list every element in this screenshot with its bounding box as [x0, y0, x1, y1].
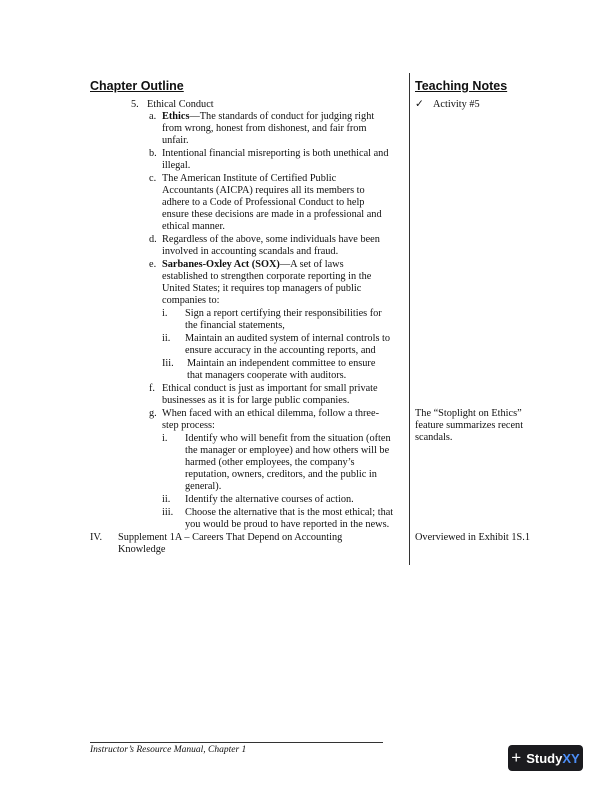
- sox-sub-line: that managers cooperate with auditors.: [187, 370, 347, 381]
- outline-item-c-line-3: ensure these decisions are made in a professional and: [162, 209, 382, 220]
- sox-sub-line: Sign a report certifying their responsibilities for: [185, 308, 382, 319]
- ethics-step-number: i.: [162, 433, 168, 444]
- outline-item-e-line-0: Sarbanes-Oxley Act (SOX)—A set of laws: [162, 259, 344, 270]
- stoplight-note-line: The “Stoplight on Ethics”: [415, 408, 522, 419]
- sox-sub-number: i.: [162, 308, 168, 319]
- sox-sub-line: ensure accuracy in the accounting reports, and: [185, 345, 376, 356]
- outline-label-f: f.: [149, 383, 156, 394]
- outline-label-b: b.: [149, 148, 157, 159]
- outline-item-iv-line-1: Knowledge: [118, 544, 166, 555]
- ethics-step-line: general).: [185, 481, 222, 492]
- outline-item-d-line-1: involved in accounting scandals and fraud.: [162, 246, 339, 257]
- outline-item-d-line-0: Regardless of the above, some individuals have been: [162, 234, 380, 245]
- outline-label-e: e.: [149, 259, 157, 270]
- outline-label-c: c.: [149, 173, 157, 184]
- sox-sub-number: ii.: [162, 333, 171, 344]
- outline-item-a-line-1: from wrong, honest from dishonest, and fair from: [162, 123, 367, 134]
- ethics-step-line: the manager or employee) and how others will be: [185, 445, 390, 456]
- activity-note: Activity #5: [433, 99, 480, 110]
- outline-number-iv: IV.: [90, 532, 103, 543]
- outline-item-f-line-1: businesses as it is for large public companies.: [162, 395, 350, 406]
- stoplight-note-line: feature summarizes recent: [415, 420, 524, 431]
- ethics-step-line: Choose the alternative that is the most ethical; that: [185, 507, 394, 518]
- chapter-outline-header: Chapter Outline: [90, 79, 184, 93]
- outline-label-a: a.: [149, 111, 157, 122]
- ethics-step-line: harmed (other employees, the company’s: [185, 457, 355, 468]
- outline-item-e-line-3: companies to:: [162, 295, 220, 306]
- footer-text: Instructor’s Resource Manual, Chapter 1: [90, 745, 247, 755]
- ethics-step-number: iii.: [162, 507, 174, 518]
- outline-item-c-line-1: Accountants (AICPA) requires all its members to: [162, 185, 365, 196]
- outline-item-c-line-2: adhere to a Code of Professional Conduct to help: [162, 197, 365, 208]
- outline-number-5: 5.: [131, 99, 139, 110]
- sox-sub-line: the financial statements,: [185, 320, 285, 331]
- sox-term: Sarbanes-Oxley Act (SOX): [162, 259, 280, 270]
- outline-item-g-line-1: step process:: [162, 420, 215, 431]
- ethics-step-line: Identify the alternative courses of action.: [185, 494, 354, 505]
- outline-item-e-line-2: United States; it requires top managers of public: [162, 283, 362, 294]
- column-divider: [409, 73, 410, 565]
- logo-accent-text: XY: [562, 750, 580, 766]
- sox-sub-line: Maintain an independent committee to ensure: [187, 358, 376, 369]
- ethics-step-line: Identify who will benefit from the situation (often: [185, 433, 391, 444]
- outline-item-5: Ethical Conduct: [147, 99, 214, 110]
- outline-item-a-line-2: unfair.: [162, 135, 189, 146]
- ethics-step-line: reputation, owners, creditors, and the public in: [185, 469, 377, 480]
- studyxy-logo[interactable]: [508, 745, 583, 771]
- teaching-notes-header: Teaching Notes: [415, 79, 508, 93]
- stoplight-note-line: scandals.: [415, 432, 453, 443]
- logo-text: Study: [526, 750, 563, 766]
- outline-item-a-line-0: Ethics—The standards of conduct for judging right: [162, 111, 375, 122]
- outline-item-iv-line-0: Supplement 1A – Careers That Depend on Accounting: [118, 532, 343, 543]
- outline-item-f-line-0: Ethical conduct is just as important for small private: [162, 383, 378, 394]
- ethics-step-number: ii.: [162, 494, 171, 505]
- sox-sub-number: Iii.: [162, 358, 174, 369]
- outline-label-d: d.: [149, 234, 157, 245]
- outline-item-b-line-1: illegal.: [162, 160, 191, 171]
- outline-item-c-line-0: The American Institute of Certified Public: [162, 173, 337, 184]
- outline-label-g: g.: [149, 408, 157, 419]
- plus-icon: +: [511, 748, 522, 767]
- sox-sub-line: Maintain an audited system of internal controls to: [185, 333, 391, 344]
- overview-note: Overviewed in Exhibit 1S.1: [415, 532, 530, 543]
- outline-item-g-line-0: When faced with an ethical dilemma, follow a three-: [162, 408, 379, 419]
- outline-item-e-line-1: established to strengthen corporate reporting in the: [162, 271, 372, 282]
- ethics-step-line: you would be proud to have reported in the news.: [185, 519, 390, 530]
- outline-item-b-line-0: Intentional financial misreporting is both unethical and: [162, 148, 389, 159]
- outline-item-c-line-4: ethical manner.: [162, 221, 225, 232]
- ethics-term: Ethics: [162, 111, 190, 122]
- checkmark-icon: ✓: [415, 99, 424, 110]
- footer-rule: [90, 742, 383, 743]
